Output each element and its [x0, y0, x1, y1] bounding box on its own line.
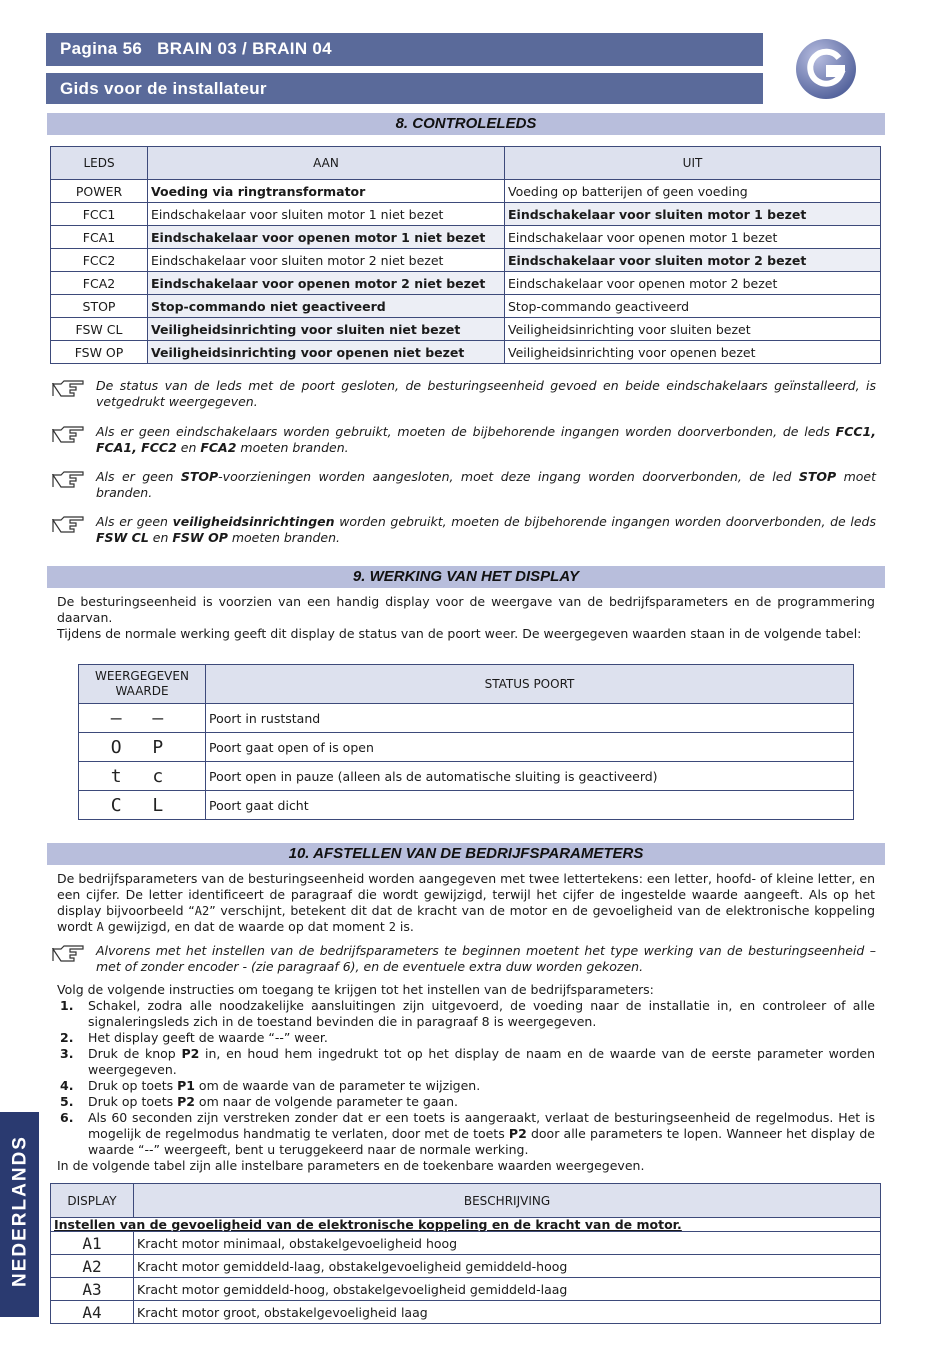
- table-row: [51, 226, 881, 249]
- header-aan: AAN: [148, 147, 505, 180]
- section-9-title: 9. WERKING VAN HET DISPLAY: [47, 566, 885, 588]
- param-code: A2: [51, 1255, 134, 1278]
- list-item: 6. Als 60 seconden zijn verstreken zonder dat er een toets is aangeraakt, verlaat de besturingseenheid de regelmodus. Het is mogelijk de regelmodus handmatig te verlaten, door met de toets P2 door alle parameters te lopen. Wanneer het display de waarde “--” weergeeft, bent u teruggekeerd naar de normale werking.: [60, 1110, 875, 1157]
- display-value: O P: [79, 733, 206, 762]
- table-row: [51, 1232, 881, 1255]
- page-header-bar: [46, 33, 763, 66]
- led-aan: Veiligheidsinrichting voor sluiten niet bezet: [148, 318, 505, 341]
- param-desc: Kracht motor minimaal, obstakelgevoeligheid hoog: [134, 1232, 881, 1255]
- note-text: De status van de leds met de poort gesloten, de besturingseenheid gevoed en beide eindschakelaars geïnstalleerd, is vetgedrukt weergegeven.: [96, 378, 876, 409]
- led-uit: Veiligheidsinrichting voor openen bezet: [505, 341, 881, 364]
- param-code: A1: [51, 1232, 134, 1255]
- header-uit: UIT: [505, 147, 881, 180]
- section-8-title: 8. CONTROLELEDS: [47, 113, 885, 135]
- led-name: FCA1: [51, 226, 148, 249]
- header-value: WEERGEGEVEN WAARDE: [79, 665, 206, 704]
- table-row: [51, 180, 881, 203]
- steps-list: [57, 998, 875, 1158]
- param-desc: Kracht motor gemiddeld-hoog, obstakelgevoeligheid gemiddeld-laag: [134, 1278, 881, 1301]
- table-row: [51, 1255, 881, 1278]
- table-row: [79, 791, 854, 820]
- section-10-intro: De bedrijfsparameters van de besturingseenheid worden aangegeven met twee lettertekens: een letter, hoofd- of kleine letter, en een cijfer. De letter identificeert de paragraaf die wordt gewijzigd, terwijl het cijfer de ingestelde waarde aangeeft. Als op het display bijvoorbeeld “A2” verschijnt, betekent dit dat de kracht van de motor en de gevoeligheid van de elektronische koppeling wordt A gewijzigd, en dat de waarde op dat moment 2 is.: [57, 871, 875, 934]
- section-9-intro: [57, 594, 875, 642]
- group-title: Instellen van de gevoeligheid van de elektronische koppeling en de kracht van de motor.: [51, 1218, 881, 1232]
- header-leds: LEDS: [51, 147, 148, 180]
- table-row: [51, 249, 881, 272]
- display-status: Poort in ruststand: [206, 704, 854, 733]
- pointing-hand-icon: [52, 945, 86, 963]
- note-text: Als er geen eindschakelaars worden gebruikt, moeten de bijbehorende ingangen worden doorverbonden, de leds FCC1, FCA1, FCC2 en FCA2 moeten branden.: [96, 424, 876, 455]
- led-uit: Eindschakelaar voor sluiten motor 2 bezet: [505, 249, 881, 272]
- language-label: NEDERLANDS: [9, 1135, 31, 1287]
- paragraph: Volg de volgende instructies om toegang te krijgen tot het instellen van de bedrijfsparameters:: [57, 982, 654, 997]
- led-uit: Voeding op batterijen of geen voeding: [505, 180, 881, 203]
- page-title: Pagina 56 BRAIN 03 / BRAIN 04: [60, 39, 332, 58]
- table-row: [51, 341, 881, 364]
- led-aan: Eindschakelaar voor sluiten motor 2 niet bezet: [148, 249, 505, 272]
- note-text: Als er geen veiligheidsinrichtingen worden gebruikt, moeten de bijbehorende ingangen worden doorverbonden, de leds FSW CL en FSW OP moeten branden.: [96, 514, 876, 545]
- led-name: FSW CL: [51, 318, 148, 341]
- display-status-table: [78, 664, 854, 820]
- led-aan: Eindschakelaar voor sluiten motor 1 niet bezet: [148, 203, 505, 226]
- table-group-row: [51, 1218, 881, 1232]
- led-aan: Voeding via ringtransformator: [148, 180, 505, 203]
- paragraph: Tijdens de normale werking geeft dit display de status van de poort weer. De weergegeven waarden staan in de volgende tabel:: [57, 626, 862, 641]
- note-parameters: [52, 943, 876, 975]
- section-10-title: 10. AFSTELLEN VAN DE BEDRIJFSPARAMETERS: [47, 843, 885, 865]
- led-aan: Eindschakelaar voor openen motor 2 niet bezet: [148, 272, 505, 295]
- led-uit: Eindschakelaar voor openen motor 2 bezet: [505, 272, 881, 295]
- note-endstops: [52, 424, 876, 456]
- display-status: Poort open in pauze (alleen als de automatische sluiting is geactiveerd): [206, 762, 854, 791]
- led-aan: Veiligheidsinrichting voor openen niet bezet: [148, 341, 505, 364]
- pointing-hand-icon: [52, 471, 86, 489]
- param-code: A3: [51, 1278, 134, 1301]
- led-name: STOP: [51, 295, 148, 318]
- list-item: 2. Het display geeft de waarde “--” weer.: [60, 1030, 328, 1045]
- table-row: [51, 295, 881, 318]
- display-value: t c: [79, 762, 206, 791]
- led-name: FCC1: [51, 203, 148, 226]
- parameters-table: [50, 1183, 881, 1324]
- param-code: A4: [51, 1301, 134, 1324]
- led-name: POWER: [51, 180, 148, 203]
- page-subtitle: Gids voor de installateur: [60, 79, 267, 98]
- list-item: 5. Druk op toets P2 om naar de volgende parameter te gaan.: [60, 1094, 459, 1109]
- param-desc: Kracht motor gemiddeld-laag, obstakelgevoeligheid gemiddeld-hoog: [134, 1255, 881, 1278]
- display-value: C L: [79, 791, 206, 820]
- language-side-tab: [0, 1112, 39, 1317]
- subtitle-bar: [46, 73, 763, 104]
- display-value: – –: [79, 704, 206, 733]
- display-status: Poort gaat open of is open: [206, 733, 854, 762]
- list-item: 3. Druk de knop P2 in, en houd hem ingedrukt tot op het display de naam en de waarde van de eerste parameter worden weergegeven.: [60, 1046, 875, 1077]
- leds-table: [50, 146, 881, 364]
- table-row: [79, 733, 854, 762]
- table-row: [51, 1301, 881, 1324]
- led-uit: Stop-commando geactiveerd: [505, 295, 881, 318]
- pointing-hand-icon: [52, 516, 86, 534]
- pointing-hand-icon: [52, 380, 86, 398]
- table-row: [51, 203, 881, 226]
- note-text: Alvorens met het instellen van de bedrijfsparameters te beginnen moetent het type werking van de besturingseenheid – met of zonder encoder - (zie paragraaf 6), en de eventuele extra duw worden gekozen.: [96, 943, 876, 974]
- paragraph: In de volgende tabel zijn alle instelbare parameters en de toekenbare waarden weergegeven.: [57, 1158, 645, 1173]
- note-led-status: [52, 378, 876, 410]
- header-description: BESCHRIJVING: [134, 1184, 881, 1218]
- table-row: [51, 272, 881, 295]
- table-row: [51, 318, 881, 341]
- led-aan: Stop-commando niet geactiveerd: [148, 295, 505, 318]
- table-row: [79, 762, 854, 791]
- note-stop: [52, 469, 876, 501]
- table-row: [79, 704, 854, 733]
- table-row: [51, 1278, 881, 1301]
- paragraph: De besturingseenheid is voorzien van een handig display voor de weergave van de bedrijfsparameters en de programmering daarvan.: [57, 594, 875, 625]
- section-10-steps: [57, 982, 875, 1174]
- list-item: 4. Druk op toets P1 om de waarde van de parameter te wijzigen.: [60, 1078, 481, 1093]
- list-item: 1. Schakel, zodra alle noodzakelijke aansluitingen zijn uitgevoerd, de voeding naar de installatie in, en controleer of alle signaleringsleds zich in de toestand bevinden die in paragraaf 8 is weergegeven.: [60, 998, 875, 1029]
- led-uit: Eindschakelaar voor sluiten motor 1 bezet: [505, 203, 881, 226]
- param-desc: Kracht motor groot, obstakelgevoeligheid laag: [134, 1301, 881, 1324]
- led-name: FCC2: [51, 249, 148, 272]
- note-text: Als er geen STOP-voorzieningen worden aangesloten, moet deze ingang worden doorverbonden, de led STOP moet branden.: [96, 469, 876, 500]
- brand-logo-icon: [795, 38, 857, 100]
- header-status: STATUS POORT: [206, 665, 854, 704]
- note-safety: [52, 514, 876, 546]
- pointing-hand-icon: [52, 426, 86, 444]
- header-display: DISPLAY: [51, 1184, 134, 1218]
- display-status: Poort gaat dicht: [206, 791, 854, 820]
- led-name: FSW OP: [51, 341, 148, 364]
- led-uit: Eindschakelaar voor openen motor 1 bezet: [505, 226, 881, 249]
- led-name: FCA2: [51, 272, 148, 295]
- led-uit: Veiligheidsinrichting voor sluiten bezet: [505, 318, 881, 341]
- led-aan: Eindschakelaar voor openen motor 1 niet bezet: [148, 226, 505, 249]
